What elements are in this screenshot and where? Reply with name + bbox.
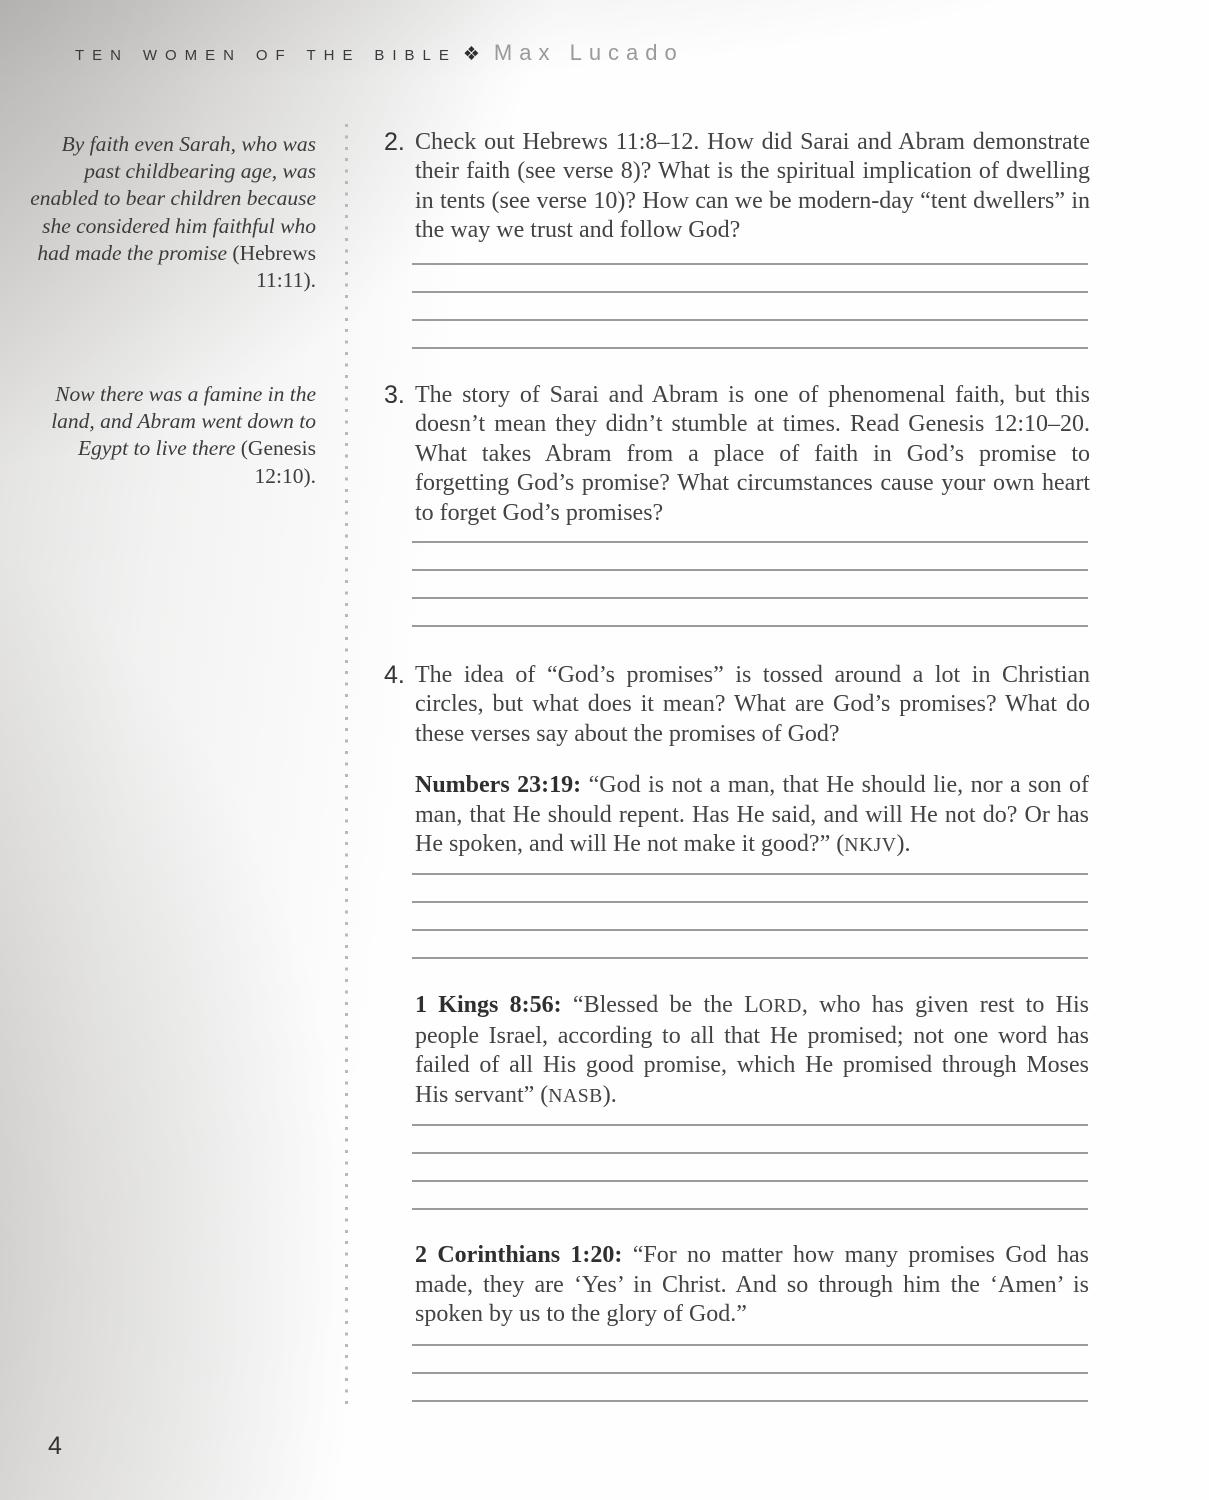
scripture-text: “Blessed be the L xyxy=(561,992,759,1018)
answer-line xyxy=(412,931,1088,959)
question-text: Check out Hebrews 11:8–12. How did Sarai and Abram demonstrate their faith (see verse 8)? What is the spiritual implication of dwelling in tents (see verse 10)? How can we be modern-day “tent dwellers” in the way we trust and follow God? xyxy=(415,129,1090,244)
scripture-2-corinthians-1-20 xyxy=(415,1241,1089,1330)
dotted-divider xyxy=(345,124,348,1406)
scripture-1-kings-8-56 xyxy=(415,991,1089,1111)
margin-quote-text: By faith even Sarah, who was past childbearing age, was enabled to bear children because she considered him faithful who had made the promise xyxy=(30,132,316,265)
answer-lines-group xyxy=(412,237,1088,349)
answer-lines-group xyxy=(412,1318,1088,1402)
answer-line xyxy=(412,1374,1088,1402)
question-number: 3. xyxy=(384,381,405,409)
scripture-reference: 1 Kings 8:56: xyxy=(415,992,562,1018)
answer-line xyxy=(412,1098,1088,1126)
scripture-text: ). xyxy=(602,1081,617,1108)
answer-line xyxy=(412,1318,1088,1346)
margin-quote-reference: (Hebrews 11:11). xyxy=(232,240,316,293)
scripture-text: ORD xyxy=(758,995,802,1017)
margin-quote-reference: (Genesis 12:10). xyxy=(240,436,316,488)
answer-line xyxy=(412,237,1088,265)
answer-line xyxy=(412,847,1088,875)
question-text: The idea of “God’s promises” is tossed around a lot in Christian circles, but what does it mean? What are God’s promises? What do these verses say about the promises of God? xyxy=(415,662,1090,747)
author-name: Max Lucado xyxy=(493,40,684,65)
running-header xyxy=(75,40,684,66)
question-number: 4. xyxy=(384,661,405,689)
answer-lines-group xyxy=(412,847,1088,959)
answer-line xyxy=(412,1346,1088,1374)
margin-quote-text: Now there was a famine in the land, and Abram went down to Egypt to live there xyxy=(51,382,316,461)
margin-quote-hebrews xyxy=(28,131,316,294)
answer-line xyxy=(412,903,1088,931)
scripture-text: “For no matter how many promises God has made, they are ‘Yes’ in Christ. And so through him the ‘Amen’ is spoken by us to the glory of God.” xyxy=(415,1242,1089,1328)
scripture-reference: 2 Corinthians 1:20: xyxy=(415,1242,623,1268)
scripture-text: NASB xyxy=(548,1084,603,1107)
answer-line xyxy=(412,1126,1088,1154)
page-number: 4 xyxy=(48,1432,62,1460)
answer-line xyxy=(412,515,1088,543)
scripture-text: ). xyxy=(896,831,911,858)
question-text: The story of Sarai and Abram is one of phenomenal faith, but this doesn’t mean they didn’t stumble at times. Read Genesis 12:10–20. What takes Abram from a place of faith in God’s promise to forgetting God’s promise? What circumstances cause your own heart to forget God’s promises? xyxy=(415,382,1090,526)
ornament-diamond-icon: ❖ xyxy=(462,44,480,65)
answer-line xyxy=(412,1182,1088,1210)
answer-line xyxy=(412,875,1088,903)
question-4 xyxy=(384,661,1090,749)
answer-line xyxy=(412,265,1088,293)
scripture-reference: Numbers 23:19: xyxy=(415,772,582,798)
question-2 xyxy=(384,128,1090,246)
question-number: 2. xyxy=(384,128,405,156)
answer-line xyxy=(412,321,1088,349)
answer-line xyxy=(412,1154,1088,1182)
margin-quote-genesis xyxy=(28,381,316,490)
scripture-text: “God is not a man, that He should lie, nor a son of man, that He should repent. Has He said, and will He not do? Or has He spoken, and will He not make it good?” ( xyxy=(415,772,1090,858)
scripture-text: , who has given rest to His people Israel, according to all that He promised; not one word has failed of all His good promise, which He promised through Moses His servant” ( xyxy=(415,992,1089,1108)
scripture-text: NKJV xyxy=(844,834,897,857)
answer-lines-group xyxy=(412,1098,1088,1210)
answer-line xyxy=(412,293,1088,321)
answer-line xyxy=(412,571,1088,599)
question-3 xyxy=(384,381,1090,528)
answer-lines-group xyxy=(412,515,1088,627)
answer-line xyxy=(412,543,1088,571)
book-title: ten women of the bible xyxy=(75,42,457,65)
answer-line xyxy=(412,599,1088,627)
